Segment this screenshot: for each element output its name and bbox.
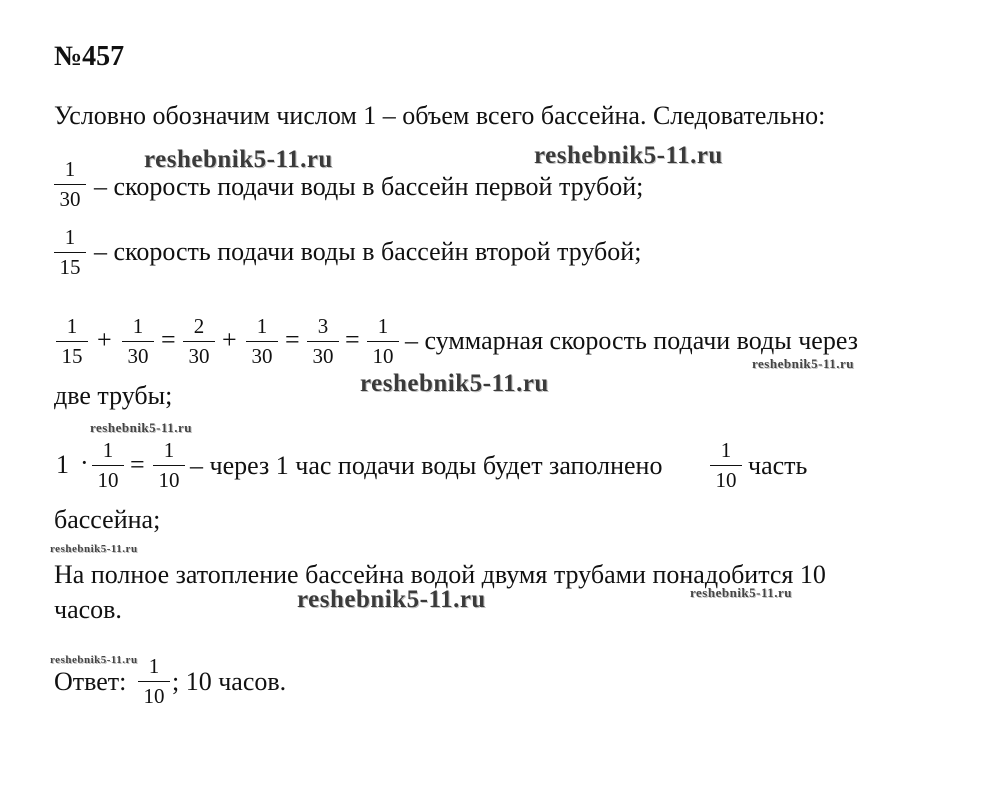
sum-fraction-2 <box>120 316 156 367</box>
fraction-bar <box>54 252 86 253</box>
watermark: reshebnik5-11.ru <box>50 543 138 555</box>
answer-text: ; 10 часов. <box>172 667 287 696</box>
equals-sign: = <box>285 325 300 354</box>
sum-fraction-5 <box>305 316 341 367</box>
watermark: reshebnik5-11.ru <box>50 654 138 666</box>
multiply-dot: · <box>80 448 89 477</box>
intro-text: Условно обозначим числом 1 – объем всего бассейна. Следовательно: <box>54 101 826 130</box>
watermark: reshebnik5-11.ru <box>690 585 793 600</box>
speed1-text: – скорость подачи воды в бассейн первой трубой; <box>94 172 644 201</box>
problem-number: №457 <box>54 41 125 72</box>
fraction-bar <box>92 465 124 466</box>
numerator: 1 <box>66 314 78 338</box>
hour-text-cont: бассейна; <box>54 505 161 534</box>
denominator: 10 <box>372 344 394 368</box>
fraction-speed1 <box>52 159 88 210</box>
fraction-bar <box>183 341 215 342</box>
watermark: reshebnik5-11.ru <box>752 356 855 371</box>
numerator: 1 <box>256 314 268 338</box>
numerator: 1 <box>163 438 175 462</box>
denominator: 30 <box>312 344 334 368</box>
hour-text: – через 1 час подачи воды будет заполнено <box>190 451 663 480</box>
denominator: 30 <box>188 344 210 368</box>
sum-text-cont: две трубы; <box>54 381 173 410</box>
answer-fraction <box>136 656 172 707</box>
plus-sign: + <box>222 325 237 354</box>
numerator: 1 <box>64 225 76 249</box>
fraction-bar <box>138 681 170 682</box>
numerator: 3 <box>317 314 329 338</box>
hour-fraction-1 <box>90 440 126 491</box>
sum-fraction-4 <box>244 316 280 367</box>
equals-sign: = <box>161 325 176 354</box>
denominator: 30 <box>251 344 273 368</box>
denominator: 30 <box>59 187 81 211</box>
fraction-bar <box>122 341 154 342</box>
denominator: 30 <box>127 344 149 368</box>
watermark: reshebnik5-11.ru <box>360 370 549 397</box>
fraction-speed2 <box>52 227 88 278</box>
fraction-bar <box>710 465 742 466</box>
fraction-bar <box>54 184 86 185</box>
fraction-bar <box>307 341 339 342</box>
denominator: 10 <box>158 468 180 492</box>
numerator: 2 <box>193 314 205 338</box>
fraction-bar <box>246 341 278 342</box>
numerator: 1 <box>64 157 76 181</box>
sum-text: – суммарная скорость подачи воды через <box>405 326 858 355</box>
watermark: reshebnik5-11.ru <box>534 142 723 169</box>
fraction-bar <box>367 341 399 342</box>
numerator: 1 <box>132 314 144 338</box>
answer-label: Ответ: <box>54 667 127 696</box>
denominator: 10 <box>143 684 165 708</box>
sum-fraction-3 <box>181 316 217 367</box>
denominator: 10 <box>97 468 119 492</box>
sum-fraction-6 <box>365 316 401 367</box>
full-text-2: часов. <box>54 595 122 624</box>
numerator: 1 <box>102 438 114 462</box>
numerator: 1 <box>148 654 160 678</box>
numerator: 1 <box>377 314 389 338</box>
hour-one: 1 <box>56 450 69 479</box>
watermark: reshebnik5-11.ru <box>90 420 193 435</box>
watermark: reshebnik5-11.ru <box>297 586 486 613</box>
denominator: 10 <box>715 468 737 492</box>
fraction-bar <box>153 465 185 466</box>
watermark: reshebnik5-11.ru <box>144 146 333 173</box>
numerator: 1 <box>720 438 732 462</box>
full-text-1: На полное затопление бассейна водой двумя трубами понадобится 10 <box>54 560 826 589</box>
denominator: 15 <box>61 344 83 368</box>
equals-sign: = <box>130 450 145 479</box>
hour-fraction-2 <box>151 440 187 491</box>
denominator: 15 <box>59 255 81 279</box>
equals-sign: = <box>345 325 360 354</box>
speed2-text: – скорость подачи воды в бассейн второй трубой; <box>94 237 642 266</box>
sum-fraction-1 <box>54 316 90 367</box>
hour-text-after: часть <box>748 451 808 480</box>
fraction-bar <box>56 341 88 342</box>
plus-sign: + <box>97 325 112 354</box>
hour-fraction-3 <box>708 440 744 491</box>
